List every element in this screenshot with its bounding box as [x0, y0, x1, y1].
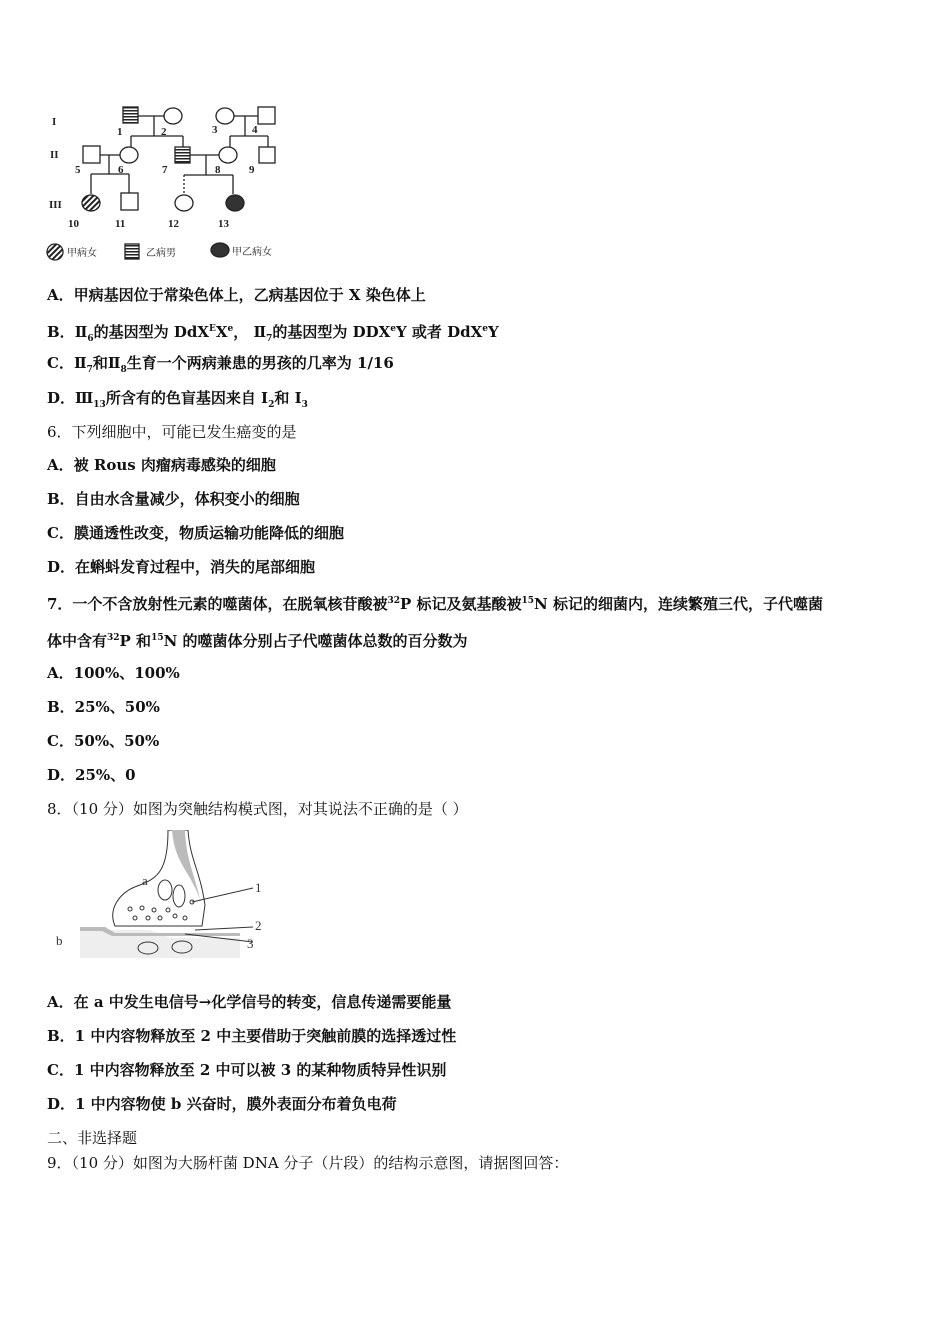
individual-label: 9 — [249, 164, 255, 176]
q5-option-a: A．甲病基因位于常染色体上，乙病基因位于 X 染色体上 — [47, 286, 426, 304]
individual-9 — [259, 147, 275, 163]
individual-label: 10 — [68, 218, 79, 230]
individual-label: 8 — [215, 164, 221, 176]
individual-6 — [120, 147, 138, 163]
figure-label-b: b — [56, 933, 63, 948]
figure-label-2: 2 — [255, 918, 262, 933]
individual-7 — [175, 147, 190, 163]
q6-option: D．在蝌蚪发育过程中，消失的尾部细胞 — [47, 558, 316, 576]
q6-option: B．自由水含量减少，体积变小的细胞 — [47, 490, 300, 508]
individual-11 — [121, 193, 138, 210]
individual-12 — [175, 195, 193, 211]
individual-label: 6 — [118, 164, 124, 176]
pedigree-chart — [40, 95, 300, 265]
q8-option: A．在 a 中发生电信号→化学信号的转变，信息传递需要能量 — [47, 993, 452, 1011]
legend-item: 乙病男 — [146, 248, 176, 259]
legend-symbol-hatched-female — [47, 244, 63, 260]
legend-symbol-striped-male — [125, 244, 139, 259]
q8-option: C．1 中内容物释放至 2 中可以被 3 的某种物质特异性识别 — [47, 1061, 447, 1079]
q8-option: D．1 中内容物使 b 兴奋时，膜外表面分布着负电荷 — [47, 1095, 397, 1113]
gen-label: I — [52, 116, 57, 128]
individual-label: 1 — [117, 126, 123, 138]
individual-3 — [216, 108, 234, 124]
q7-option: A．100%、100% — [47, 664, 180, 682]
q5-option-b: B．$Ⅱ_6$的基因型为 DdX$^E$Xe， $Ⅱ_7$的基因型为 DDXeY 或者 DdX$^e$Y — [47, 323, 499, 344]
q7-option: B．25%、50% — [47, 698, 160, 716]
legend-symbol-filled-female — [211, 243, 229, 257]
individual-4 — [258, 107, 275, 124]
individual-label: 4 — [252, 124, 258, 136]
q6-stem: 6．下列细胞中，可能已发生癌变的是 — [47, 423, 297, 441]
q6-option: A．被 Rous 肉瘤病毒感染的细胞 — [47, 456, 276, 474]
figure-label-a: a — [142, 873, 148, 888]
figure-label-1: 1 — [255, 880, 262, 895]
legend-item: 甲乙病女 — [232, 247, 272, 258]
individual-13 — [226, 195, 244, 211]
individual-label: 2 — [161, 126, 167, 138]
synapse-diagram — [40, 830, 280, 970]
q7-option: C．50%、50% — [47, 732, 160, 750]
individual-label: 7 — [162, 164, 168, 176]
individual-label: 5 — [75, 164, 81, 176]
q7-stem: 7．一个不含放射性元素的噬菌体，在脱氧核苷酸被$^{32}$P 标记及氨基酸被$^{15}$N 标记的细菌内，连续繁殖三代，子代噬菌 — [47, 595, 823, 613]
individual-8 — [219, 147, 237, 163]
individual-label: 12 — [168, 218, 179, 230]
q6-option: C．膜通透性改变，物质运输功能降低的细胞 — [47, 524, 344, 542]
q8-stem: 8．（10 分）如图为突触结构模式图，对其说法不正确的是（ ） — [47, 800, 468, 818]
q5-option-d: D．$Ⅲ_{13}$所含有的色盲基因来自 $I_2$和 $I_3$ — [47, 389, 308, 410]
individual-2 — [164, 108, 182, 124]
individual-label: 11 — [115, 218, 126, 230]
leader-line — [195, 927, 253, 930]
legend-item: 甲病女 — [67, 248, 97, 259]
individual-label: 3 — [212, 124, 218, 136]
q7-option: D．25%、0 — [47, 766, 136, 784]
individual-label: 13 — [218, 218, 229, 230]
individual-10 — [82, 195, 100, 211]
q9-stem: 9．（10 分）如图为大肠杆菌 DNA 分子（片段）的结构示意图，请据图回答： — [47, 1154, 569, 1172]
gen-label: II — [50, 149, 59, 161]
individual-1 — [123, 107, 138, 123]
q7-stem-cont: 体中含有$^{32}$P 和$^{15}$N 的噬菌体分别占子代噬菌体总数的百分数为 — [47, 632, 468, 650]
q8-option: B．1 中内容物释放至 2 中主要借助于突触前膜的选择透过性 — [47, 1027, 457, 1045]
gen-label: III — [49, 199, 62, 211]
individual-5 — [83, 146, 100, 163]
q5-option-c: C．$Ⅱ_7$和$Ⅱ_8$生育一个两病兼患的男孩的几率为 1/16 — [47, 354, 394, 375]
section-heading: 二、非选择题 — [47, 1129, 138, 1147]
figure-label-3: 3 — [247, 936, 254, 951]
